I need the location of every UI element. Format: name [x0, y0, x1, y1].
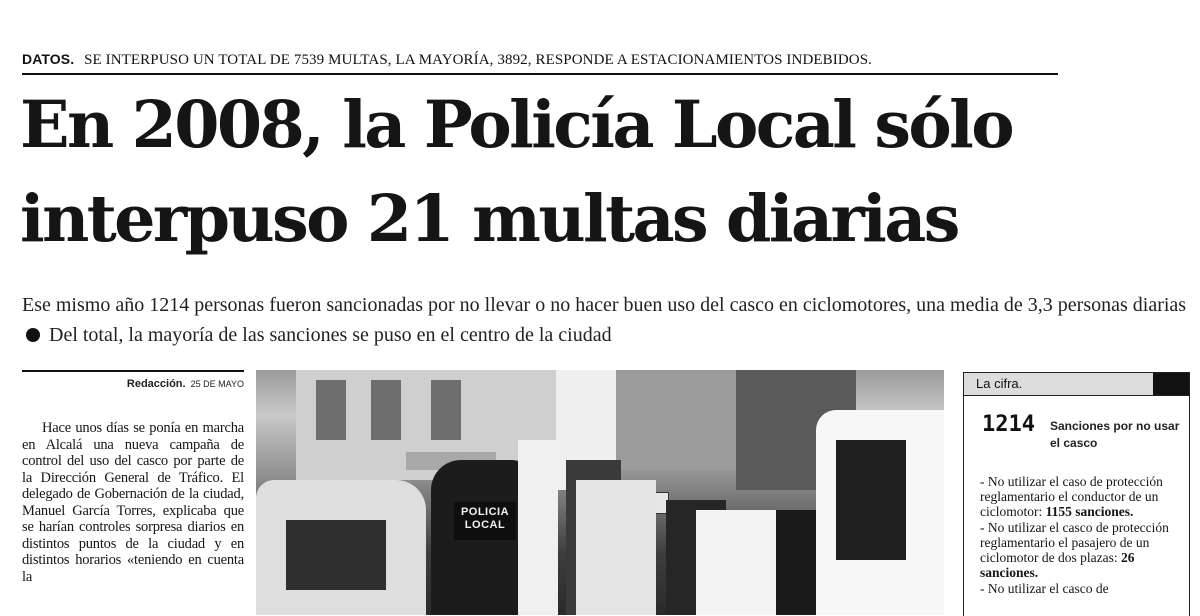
bullet-dot-icon [26, 328, 40, 342]
sidebar-box [963, 372, 1190, 616]
byline-author: Redacción. [126, 378, 186, 390]
header-block-decoration [1153, 373, 1189, 395]
byline-date: 25 DE MAYO [190, 379, 244, 389]
deck-part-1: Ese mismo año 1214 personas fueron sancionadas por no llevar o no hacer buen uso del casco en ciclomotores, una media de 3,3 personas diarias [22, 294, 1187, 316]
news-photo [256, 370, 944, 615]
article-column [22, 370, 244, 600]
sidebar-items [964, 462, 1189, 596]
sidebar-header: La cifra. [964, 373, 1189, 396]
headline-line-1: En 2008, la Policía Local sólo [20, 87, 1012, 163]
deck-part-2: Del total, la mayoría de las sanciones se puso en el centro de la ciudad [49, 324, 612, 346]
headline [20, 78, 1190, 266]
police-badge: POLICIA LOCAL [454, 502, 516, 540]
kicker-tag: DATOS. [22, 51, 75, 67]
kicker [22, 48, 1058, 75]
stat-label: Sanciones por no usar el casco [1050, 419, 1180, 450]
sidebar-stat [964, 396, 1189, 462]
headline-line-2: interpuso 21 multas diarias [20, 181, 958, 257]
sidebar-item: - No utilizar el casco de protección reglamentario el pasajero de un ciclomotor de dos plazas: 26 sanciones. [980, 520, 1169, 580]
sidebar-item: - No utilizar el caso de protección reglamentario el conductor de un ciclomotor: 1155 sanciones. [980, 474, 1163, 519]
article-body: Hace unos días se ponía en marcha en Alcalá una nueva campaña de control del uso del casco por parte de la Dirección General de Tráfico. El delegado de Gobernación de la ciudad, Manuel García Torres, explicaba que se harían controles sorpresa diarios en distintos puntos de la ciudad y en distintos horarios «teniendo en cuenta la [22, 420, 244, 585]
byline [22, 370, 244, 390]
sidebar-item: - No utilizar el casco de [980, 581, 1109, 596]
kicker-text: SE INTERPUSO UN TOTAL DE 7539 MULTAS, LA MAYORÍA, 3892, RESPONDE A ESTACIONAMIENTOS INDEBIDOS. [84, 52, 872, 68]
deck-subtitle [22, 290, 1192, 350]
stat-number: 1214 [982, 412, 1035, 437]
